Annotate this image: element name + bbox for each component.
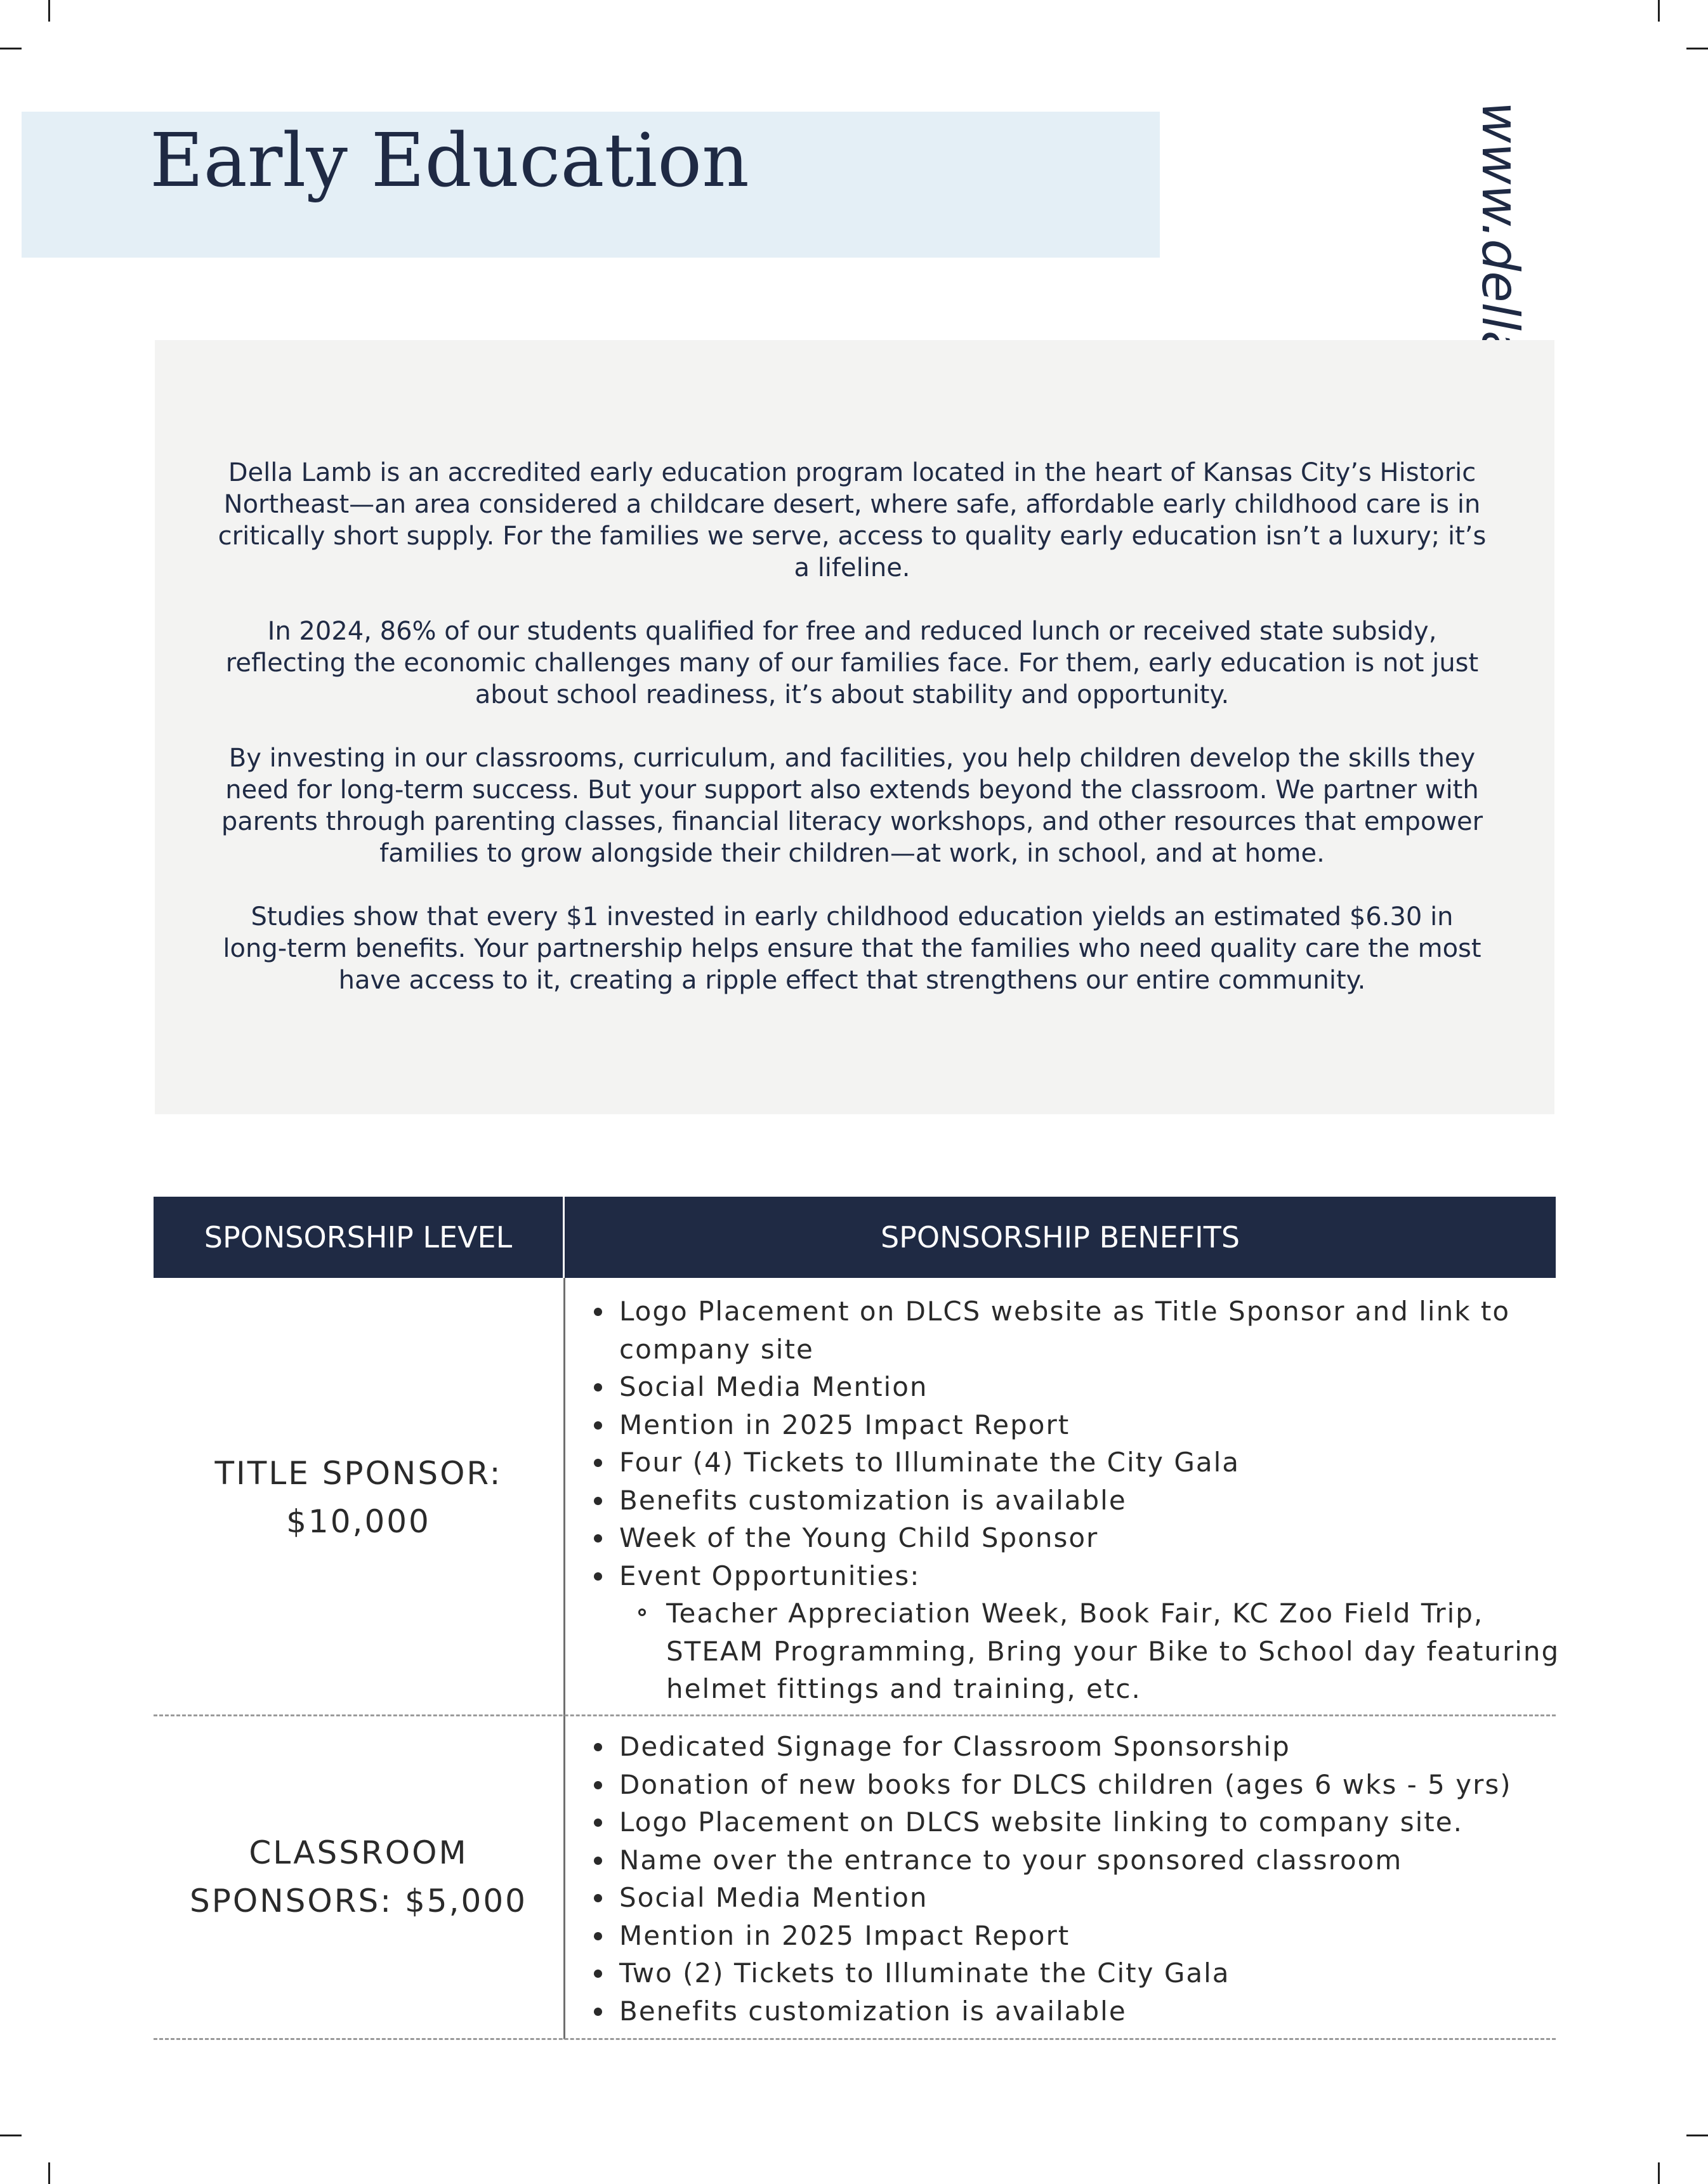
intro-paragraph: By investing in our classrooms, curriculum, and facilities, you help children develop the skills they need for long-term success. But your support also extends beyond the classroom. We partner with parents through parenting classes, financial literacy workshops, and other resources that empower families to grow alongside their children—at work, in school, and at home. (221, 744, 1483, 868)
level-amount: SPONSORS: $5,000 (190, 1883, 527, 1919)
header-sponsorship-benefits: SPONSORSHIP BENEFITS (880, 1220, 1240, 1254)
list-item: Name over the entrance to your sponsored classroom (619, 1841, 1584, 1879)
list-item-label: Event Opportunities: (619, 1560, 921, 1591)
intro-paragraph: In 2024, 86% of our students qualified for free and reduced lunch or received state subsidy, reflecting the economic challenges many of our families face. For them, early education is not just about school readiness, it’s about stability and opportunity. (225, 617, 1479, 709)
crop-mark-top-right-vertical (1658, 0, 1660, 22)
list-item: Mention in 2025 Impact Report (619, 1917, 1584, 1955)
title-sponsor-benefits-list (584, 1293, 1584, 1708)
list-item: Donation of new books for DLCS children (ages 6 wks - 5 yrs) (619, 1766, 1584, 1804)
title-sponsor-level (154, 1449, 563, 1546)
table-row-separator (154, 1714, 1556, 1716)
crop-mark-bottom-left-vertical (48, 2162, 50, 2184)
list-item: Dedicated Signage for Classroom Sponsorship (619, 1728, 1584, 1766)
sub-list-item: Teacher Appreciation Week, Book Fair, KC Zoo Field Trip, STEAM Programming, Bring your Bike to School day featuring helmet fittings and training, etc. (666, 1595, 1584, 1708)
crop-mark-top-left-vertical (48, 0, 50, 22)
intro-paragraph: Studies show that every $1 invested in early childhood education yields an estimated $6.30 in long-term benefits. Your partnership helps ensure that the families who need quality care the most have access to it, creating a ripple effect that strengthens our entire community. (223, 902, 1481, 995)
intro-paragraph: Della Lamb is an accredited early education program located in the heart of Kansas City’s Historic Northeast—an area considered a childcare desert, where safe, affordable early childhood care is in critically short supply. For the families we serve, access to quality early education isn’t a luxury; it’s a lifeline. (218, 458, 1487, 582)
crop-mark-bottom-right-vertical (1658, 2162, 1660, 2184)
list-item: Social Media Mention (619, 1879, 1584, 1917)
list-item: Logo Placement on DLCS website as Title Sponsor and link to company site (619, 1293, 1584, 1368)
table-row-separator (154, 2038, 1556, 2040)
level-amount: $10,000 (286, 1503, 431, 1540)
list-item: Benefits customization is available (619, 1482, 1584, 1520)
list-item: Benefits customization is available (619, 1992, 1584, 2030)
sponsorship-table-header (154, 1197, 1556, 1278)
header-sponsorship-level: SPONSORSHIP LEVEL (204, 1220, 513, 1254)
classroom-sponsor-level (154, 1829, 563, 1925)
list-item: Mention in 2025 Impact Report (619, 1406, 1584, 1444)
list-item-event-opportunities (619, 1557, 1584, 1708)
crop-mark-bottom-left-horizontal (0, 2135, 22, 2136)
list-item: Week of the Young Child Sponsor (619, 1519, 1584, 1557)
level-line: TITLE SPONSOR: (214, 1455, 503, 1492)
list-item: Logo Placement on DLCS website linking to company site. (619, 1803, 1584, 1841)
table-column-divider (563, 1278, 565, 2039)
intro-text (216, 457, 1488, 996)
level-line: CLASSROOM (249, 1834, 468, 1871)
list-item: Two (2) Tickets to Illuminate the City Gala (619, 1954, 1584, 1992)
crop-mark-top-right-horizontal (1686, 48, 1708, 49)
list-item: Social Media Mention (619, 1368, 1584, 1406)
crop-mark-top-left-horizontal (0, 48, 22, 49)
event-opportunities-sublist (619, 1595, 1584, 1708)
crop-mark-bottom-right-horizontal (1686, 2135, 1708, 2136)
page-title: Early Education (150, 118, 749, 204)
list-item: Four (4) Tickets to Illuminate the City Gala (619, 1444, 1584, 1482)
classroom-sponsor-benefits-list (584, 1728, 1584, 2030)
